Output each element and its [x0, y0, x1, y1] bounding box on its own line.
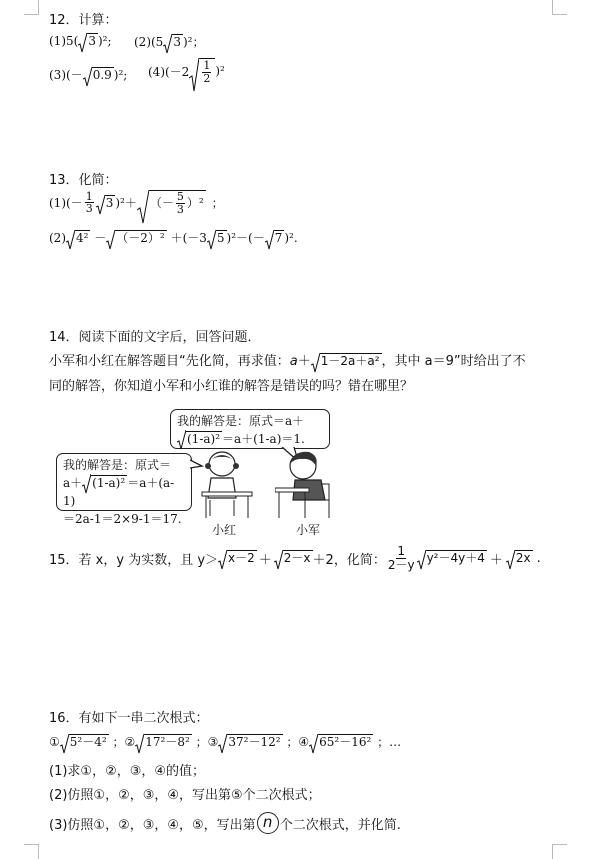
- speech-bubble-xiaojun: [170, 409, 330, 449]
- q12-title: 12．计算：: [49, 13, 118, 28]
- radical: $\frac{1}{2}$: [189, 58, 215, 84]
- q12-part2: (2)(5 3 )²；: [134, 33, 204, 50]
- radical: 5²－4²: [60, 734, 109, 750]
- label-xiaojun: 小军: [296, 523, 321, 537]
- radical: 0.9: [83, 67, 114, 83]
- radical: (1-a)²: [177, 430, 222, 448]
- corner-mark-bottom-right: [552, 844, 567, 859]
- radical: （－ $\frac{5}{3}$ ）²: [137, 190, 206, 215]
- radical: 65²－16²: [309, 734, 373, 750]
- radical: 37²－12²: [218, 734, 282, 750]
- radical: 1－2a＋a²: [311, 353, 382, 369]
- radical: 2x: [506, 550, 533, 566]
- q12-part1: (1)5( 3 )²;: [49, 33, 112, 49]
- corner-mark-top-right: [552, 0, 567, 15]
- corner-mark-bottom-left: [24, 844, 39, 859]
- corner-mark-top-left: [24, 0, 39, 15]
- q16-title: 16．有如下一串二次根式：: [49, 711, 209, 726]
- label-xiaohong: 小红: [212, 523, 237, 537]
- q14-title: 14．阅读下面的文字后，回答问题．: [49, 330, 261, 345]
- radical: 17²－8²: [135, 734, 192, 750]
- q16-sub2: (2)仿照①，②，③，④，写出第⑤个二次根式；: [49, 788, 321, 803]
- q12-part3: (3)(－ 0.9 )²;: [49, 66, 127, 83]
- bubble-line: 我的解答是：原式＝a＋: [177, 414, 305, 428]
- circled-n: n: [257, 812, 279, 834]
- q12-part4: (4)(－2 $\frac{1}{2}$ )²: [148, 58, 225, 84]
- radical: 4²: [66, 230, 90, 246]
- q13-title: 13．化简：: [49, 173, 118, 188]
- q15-line: 15．若 x，y 为实数，且 y＞ x－2 ＋ 2－x ＋2，化简： $\frac{1}{2-y}$ y²－4y＋4 ＋ 2x .: [49, 544, 541, 572]
- radical: 3: [96, 195, 116, 211]
- bubble-line: (1-a)² ＝a＋(1-a)＝1.: [177, 430, 323, 448]
- bubble-line: 我的解答是：原式＝: [63, 458, 172, 472]
- q16-radical-sequence: ① 5²－4² ；② 17²－8² ；③ 37²－12² ；④ 65²－16² ；…: [49, 733, 401, 750]
- q14-line2: 同的解答，你知道小军和小红谁的解答是错误的吗？错在哪里？: [49, 379, 414, 394]
- q13-part1: (1)(－ $\frac{1}{3}$ 3 )²＋ （－ $\frac{5}{3}$ ）² ；: [49, 190, 224, 215]
- radical: （－2）²: [106, 230, 166, 246]
- q16-sub3: (3)仿照①，②，③，④，⑤，写出第 n 个二次根式，并化简.: [49, 813, 401, 833]
- radical: y²－4y＋4: [417, 550, 487, 566]
- q13-part2: (2) 4² － （－2）² ＋(－3 5 )²－(－ 7 )².: [49, 229, 298, 246]
- radical: 3: [78, 33, 98, 49]
- radical: x－2: [218, 550, 257, 566]
- radical: (1-a)²: [82, 474, 127, 492]
- student-xiaohong-illustration: [196, 448, 258, 520]
- bubble-line: ＝2a-1＝2×9-1＝17.: [63, 512, 182, 526]
- q16-sub1: (1)求①，②，③，④的值；: [49, 764, 206, 779]
- radical: 5: [207, 230, 227, 246]
- speech-bubble-xiaohong: [56, 453, 192, 526]
- q14-line1: 小军和小红在解答题目“先化简，再求值：a＋ 1－2a＋a² ，其中 a＝9”时给出了不: [49, 350, 526, 369]
- bubble-line: a＋ (1-a)² ＝a＋(a-1): [63, 476, 175, 508]
- student-xiaojun-illustration: [275, 448, 335, 520]
- radical: 2－x: [274, 550, 313, 566]
- radical: 3: [163, 34, 183, 50]
- radical: 7: [265, 230, 285, 246]
